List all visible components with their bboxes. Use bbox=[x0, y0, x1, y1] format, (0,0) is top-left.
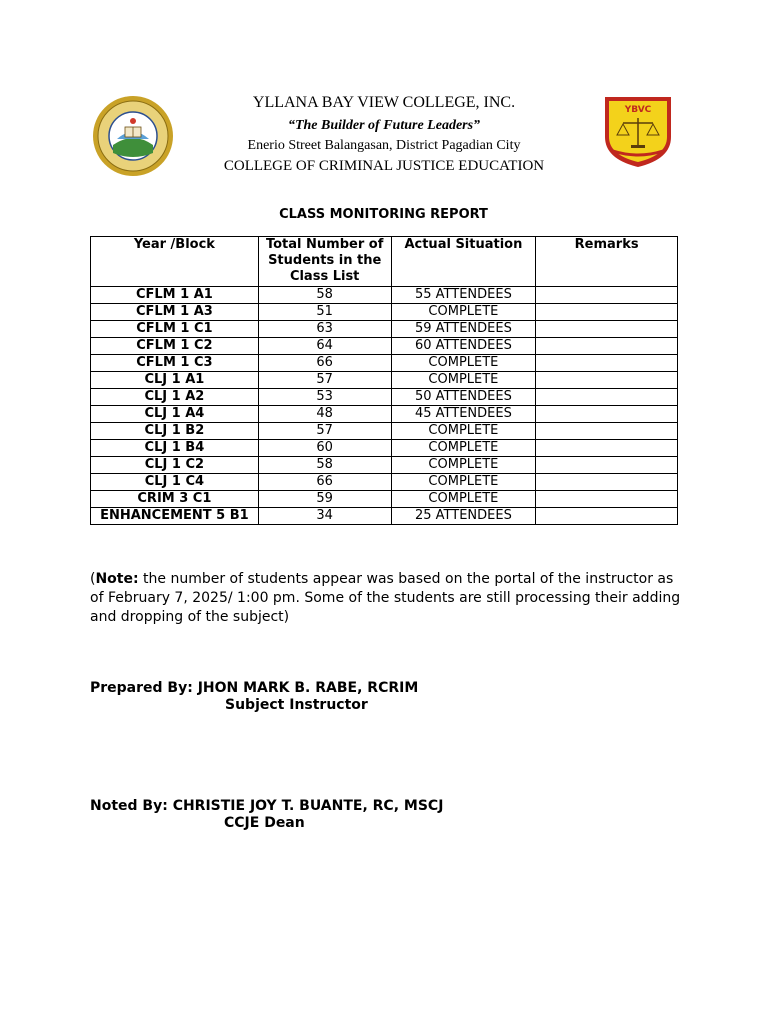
total-students-cell: 60 bbox=[258, 440, 391, 457]
total-students-cell: 58 bbox=[258, 287, 391, 304]
actual-situation-cell: 59 ATTENDEES bbox=[391, 321, 536, 338]
actual-situation-cell: COMPLETE bbox=[391, 372, 536, 389]
actual-situation-cell: COMPLETE bbox=[391, 423, 536, 440]
table-row bbox=[91, 338, 678, 355]
remarks-cell bbox=[536, 338, 678, 355]
report-title: CLASS MONITORING REPORT bbox=[279, 207, 488, 222]
column-header-year-block: Year /Block bbox=[91, 237, 259, 287]
total-students-cell: 48 bbox=[258, 406, 391, 423]
prepared-by-label: Prepared By: bbox=[90, 680, 198, 696]
block-cell: ENHANCEMENT 5 B1 bbox=[91, 508, 259, 525]
note-open-paren: ( bbox=[90, 571, 96, 587]
table-row bbox=[91, 423, 678, 440]
block-cell: CLJ 1 A2 bbox=[91, 389, 259, 406]
table-row bbox=[91, 491, 678, 508]
remarks-cell bbox=[536, 406, 678, 423]
ybvc-scales-of-justice-badge-icon bbox=[599, 93, 677, 169]
prepared-by-name: JHON MARK B. RABE, RCRIM bbox=[197, 680, 419, 696]
block-cell: CLJ 1 B4 bbox=[91, 440, 259, 457]
note-text: the number of students appear was based on the portal of the instructor as of February 7, 2025/ 1:00 pm. Some of the students are still processing their adding and dropping of the subject) bbox=[90, 571, 681, 625]
note-label: Note: bbox=[95, 571, 139, 587]
block-cell: CLJ 1 A4 bbox=[91, 406, 259, 423]
actual-situation-cell: COMPLETE bbox=[391, 457, 536, 474]
block-cell: CLJ 1 C4 bbox=[91, 474, 259, 491]
total-students-cell: 66 bbox=[258, 355, 391, 372]
remarks-cell bbox=[536, 457, 678, 474]
remarks-cell bbox=[536, 389, 678, 406]
table-row bbox=[91, 457, 678, 474]
table-row bbox=[91, 474, 678, 491]
total-students-cell: 57 bbox=[258, 372, 391, 389]
remarks-cell bbox=[536, 287, 678, 304]
total-students-cell: 59 bbox=[258, 491, 391, 508]
remarks-cell bbox=[536, 491, 678, 508]
table-row bbox=[91, 372, 678, 389]
column-header-actual-situation: Actual Situation bbox=[391, 237, 536, 287]
total-students-cell: 34 bbox=[258, 508, 391, 525]
class-monitoring-table bbox=[90, 236, 678, 525]
column-header-total-students: Total Number of Students in the Class List bbox=[258, 237, 391, 287]
actual-situation-cell: 25 ATTENDEES bbox=[391, 508, 536, 525]
block-cell: CFLM 1 A3 bbox=[91, 304, 259, 321]
actual-situation-cell: COMPLETE bbox=[391, 355, 536, 372]
table-row bbox=[91, 321, 678, 338]
total-students-cell: 58 bbox=[258, 457, 391, 474]
actual-situation-cell: 55 ATTENDEES bbox=[391, 287, 536, 304]
remarks-cell bbox=[536, 304, 678, 321]
noted-by-title: CCJE Dean bbox=[224, 815, 305, 831]
document-header bbox=[0, 0, 768, 190]
table-body bbox=[91, 287, 678, 525]
college-address: Enerio Street Balangasan, District Pagadian City bbox=[247, 138, 521, 153]
actual-situation-cell: COMPLETE bbox=[391, 440, 536, 457]
table-row bbox=[91, 508, 678, 525]
block-cell: CFLM 1 C3 bbox=[91, 355, 259, 372]
remarks-cell bbox=[536, 508, 678, 525]
block-cell: CFLM 1 A1 bbox=[91, 287, 259, 304]
table-header-row bbox=[91, 237, 678, 287]
column-header-remarks: Remarks bbox=[536, 237, 678, 287]
remarks-cell bbox=[536, 474, 678, 491]
total-students-cell: 63 bbox=[258, 321, 391, 338]
noted-by-name: CHRISTIE JOY T. BUANTE, RC, MSCJ bbox=[172, 798, 444, 814]
remarks-cell bbox=[536, 423, 678, 440]
table-row bbox=[91, 440, 678, 457]
total-students-cell: 57 bbox=[258, 423, 391, 440]
note-paragraph bbox=[90, 570, 682, 627]
table-row bbox=[91, 287, 678, 304]
remarks-cell bbox=[536, 321, 678, 338]
noted-by-label: Noted By: bbox=[90, 798, 173, 814]
actual-situation-cell: COMPLETE bbox=[391, 304, 536, 321]
college-name: YLLANA BAY VIEW COLLEGE, INC. bbox=[252, 94, 516, 111]
actual-situation-cell: 45 ATTENDEES bbox=[391, 406, 536, 423]
remarks-cell bbox=[536, 372, 678, 389]
actual-situation-cell: 60 ATTENDEES bbox=[391, 338, 536, 355]
college-motto: “The Builder of Future Leaders” bbox=[287, 118, 481, 133]
total-students-cell: 64 bbox=[258, 338, 391, 355]
college-seal-icon bbox=[91, 95, 175, 177]
block-cell: CFLM 1 C1 bbox=[91, 321, 259, 338]
total-students-cell: 53 bbox=[258, 389, 391, 406]
remarks-cell bbox=[536, 355, 678, 372]
block-cell: CRIM 3 C1 bbox=[91, 491, 259, 508]
block-cell: CFLM 1 C2 bbox=[91, 338, 259, 355]
block-cell: CLJ 1 B2 bbox=[91, 423, 259, 440]
actual-situation-cell: 50 ATTENDEES bbox=[391, 389, 536, 406]
table-row bbox=[91, 304, 678, 321]
badge-text: YBVC bbox=[624, 105, 652, 115]
actual-situation-cell: COMPLETE bbox=[391, 474, 536, 491]
block-cell: CLJ 1 A1 bbox=[91, 372, 259, 389]
department-name: COLLEGE OF CRIMINAL JUSTICE EDUCATION bbox=[223, 158, 545, 174]
table-row bbox=[91, 389, 678, 406]
remarks-cell bbox=[536, 440, 678, 457]
block-cell: CLJ 1 C2 bbox=[91, 457, 259, 474]
table-row bbox=[91, 406, 678, 423]
table-row bbox=[91, 355, 678, 372]
prepared-by-block bbox=[90, 680, 418, 714]
total-students-cell: 66 bbox=[258, 474, 391, 491]
prepared-by-title: Subject Instructor bbox=[225, 697, 368, 713]
noted-by-block bbox=[90, 798, 443, 832]
actual-situation-cell: COMPLETE bbox=[391, 491, 536, 508]
total-students-cell: 51 bbox=[258, 304, 391, 321]
